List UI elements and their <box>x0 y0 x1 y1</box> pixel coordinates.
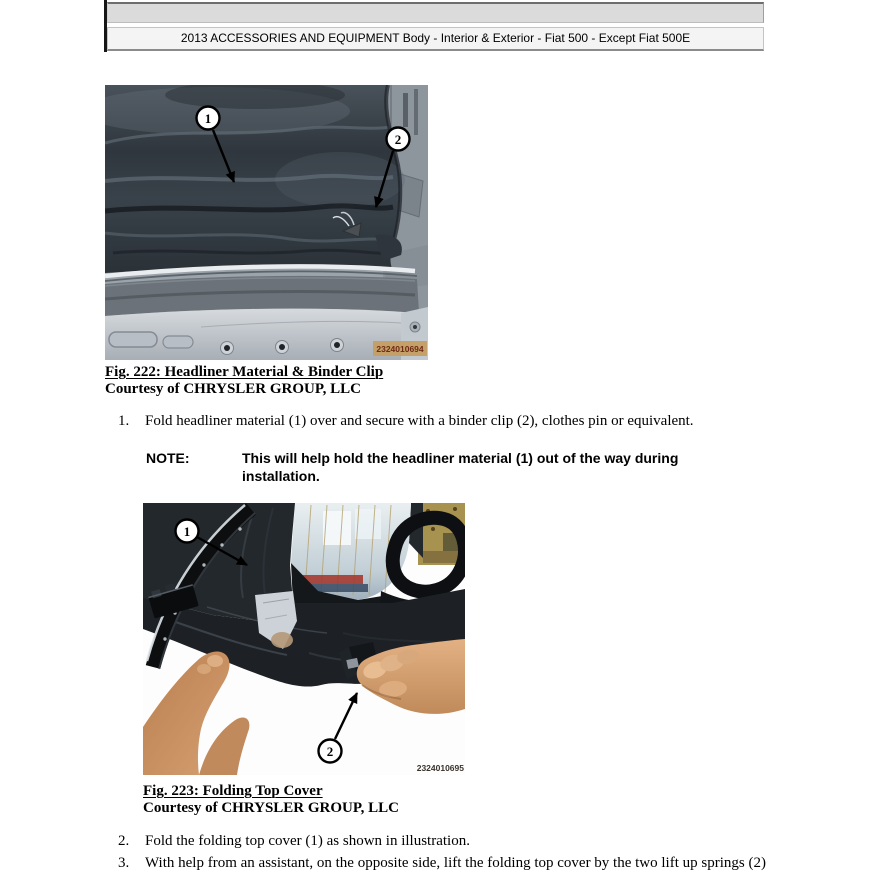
step-3-number: 3. <box>118 855 130 871</box>
callout-1-number: 1 <box>183 524 191 539</box>
header-title-bar <box>107 27 764 51</box>
step-1 <box>118 413 818 430</box>
header-top-bar <box>107 2 764 23</box>
folding-top-photo <box>143 503 465 775</box>
headliner-fabric <box>105 85 405 273</box>
document-title: 2013 ACCESSORIES AND EQUIPMENT Body - Interior & Exterior - Fiat 500 - Except Fiat 500E <box>180 31 691 45</box>
figure-223-image <box>143 503 465 775</box>
viewer-header <box>104 0 766 53</box>
headliner-photo <box>105 85 428 360</box>
figure-222-image <box>105 85 428 360</box>
figure-222-caption <box>105 364 383 397</box>
step-1-number: 1. <box>118 413 130 429</box>
step-1-text: Fold headliner material (1) over and secure with a binder clip (2), clothes pin or equivalent. <box>145 413 694 429</box>
note-label: NOTE: <box>146 450 190 466</box>
callout-2-number: 2 <box>326 744 334 759</box>
callout-2-number: 2 <box>394 132 402 147</box>
step-2 <box>118 833 818 850</box>
step-2-text: Fold the folding top cover (1) as shown in illustration. <box>145 833 470 849</box>
note-text: This will help hold the headliner material (1) out of the way during installation. <box>242 450 679 484</box>
figure-222-title: Fig. 222: Headliner Material & Binder Clip <box>105 364 384 380</box>
watermark-id: 2324010694 <box>376 344 424 354</box>
figure-223-caption <box>143 783 399 816</box>
figure-223-title: Fig. 223: Folding Top Cover <box>143 783 323 799</box>
callout-1-number: 1 <box>204 111 212 126</box>
figure-222-courtesy: Courtesy of CHRYSLER GROUP, LLC <box>105 380 362 397</box>
step-3 <box>118 855 818 872</box>
watermark-id: 2324010695 <box>416 763 464 773</box>
step-2-number: 2. <box>118 833 130 849</box>
step-3-text: With help from an assistant, on the opposite side, lift the folding top cover by the two lift up springs (2) <box>145 855 766 871</box>
figure-223-courtesy: Courtesy of CHRYSLER GROUP, LLC <box>143 799 400 816</box>
